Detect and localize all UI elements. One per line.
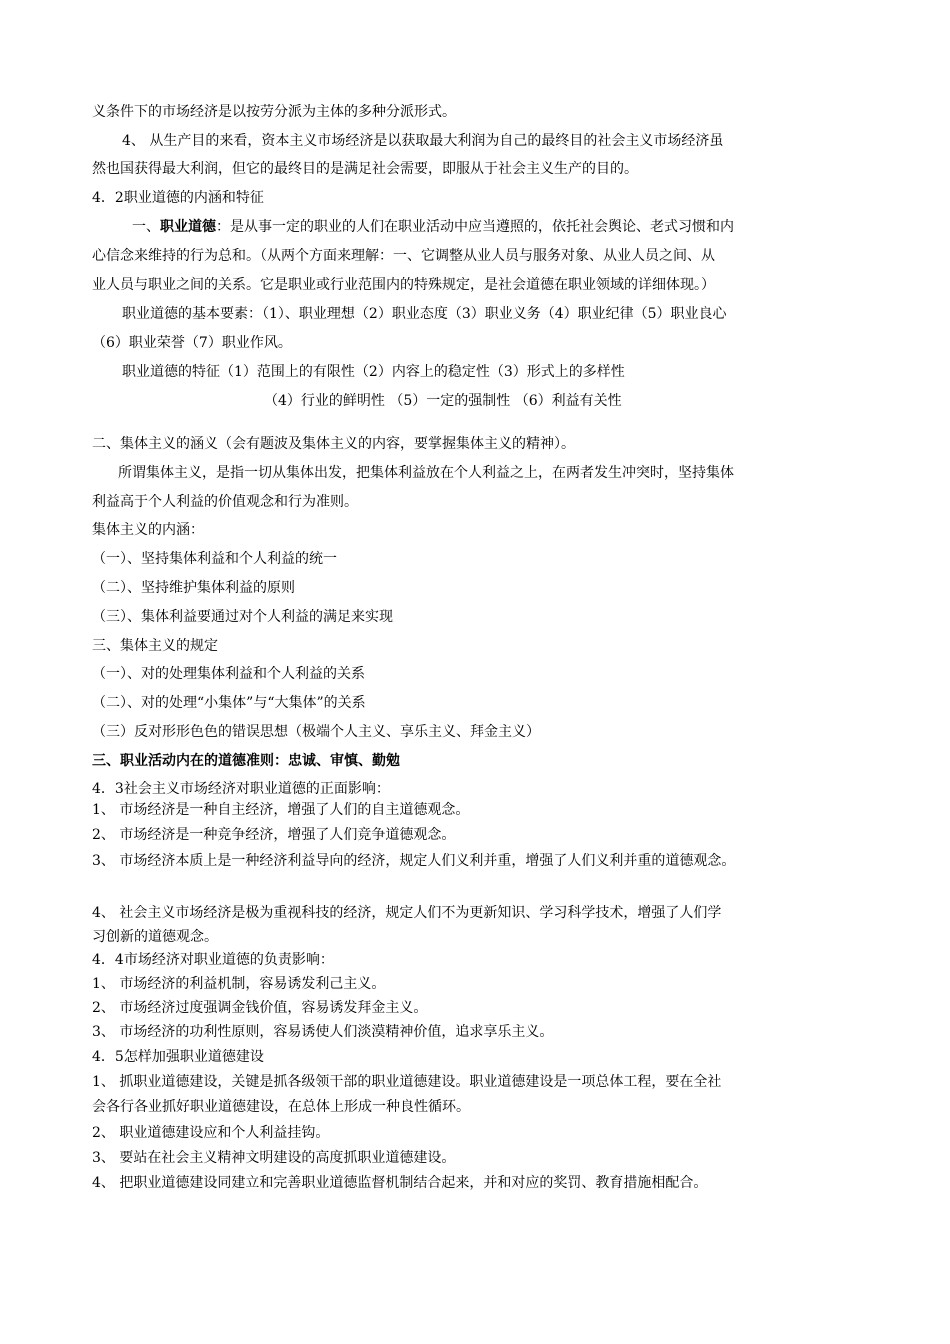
section-heading: 4．4市场经济对职业道德的负责影响： xyxy=(92,952,334,968)
list-item: （一）、坚持集体利益和个人利益的统一 xyxy=(92,551,337,567)
list-item: 2、 市场经济过度强调金钱价值，容易诱发拜金主义。 xyxy=(92,1000,428,1016)
section-heading: 二、集体主义的涵义（会有题波及集体主义的内容，要掌握集体主义的精神）。 xyxy=(92,436,575,452)
text-line: 然也国获得最大利润，但它的最终目的是满足社会需要，即服从于社会主义生产的目的。 xyxy=(92,161,638,177)
list-item: （三）、集体利益要通过对个人利益的满足来实现 xyxy=(92,609,393,625)
list-item: 1、 市场经济是一种自主经济，增强了人们的自主道德观念。 xyxy=(92,802,470,818)
text-line: 义条件下的市场经济是以按劳分派为主体的多种分派形式。 xyxy=(92,104,456,120)
list-item: 2、 市场经济是一种竞争经济，增强了人们竞争道德观念。 xyxy=(92,827,456,843)
section-heading: 4．3社会主义市场经济对职业道德的正面影响： xyxy=(92,781,390,797)
list-item: （三）反对形形色色的错误思想（极端个人主义、享乐主义、拜金主义） xyxy=(92,724,540,740)
list-item: （一）、对的处理集体利益和个人利益的关系 xyxy=(92,666,365,682)
text-line: 业人员与职业之间的关系。它是职业或行业范围内的特殊规定，是社会道德在职业领域的详细体现。） xyxy=(92,277,715,293)
list-item: 1、 抓职业道德建设，关键是抓各级领干部的职业道德建设。职业道德建设是一项总体工程，要在全社 xyxy=(92,1074,722,1090)
text-line: 心信念来维持的行为总和。（从两个方面来理解：一、它调整从业人员与服务对象、从业人员之间、从 xyxy=(92,248,715,264)
text-line: （6）职业荣誉（7）职业作风。 xyxy=(92,335,292,351)
section-heading: 4．2职业道德的内涵和特征 xyxy=(92,190,264,206)
definition-line xyxy=(132,217,734,237)
text-line: （4）行业的鲜明性 （5）一定的强制性 （6）利益有关性 xyxy=(264,393,622,409)
bold-heading: 三、职业活动内在的道德准则：忠诚、审慎、勤勉 xyxy=(92,753,400,769)
text-line: 会各行各业抓好职业道德建设，在总体上形成一种良性循环。 xyxy=(92,1099,470,1115)
text-line: 4、 从生产目的来看，资本主义市场经济是以获取最大利润为自己的最终目的社会主义市场经济虽 xyxy=(122,133,724,149)
text-line: 职业道德的基本要素：（1）、职业理想（2）职业态度（3）职业义务（4）职业纪律（5）职业良心 xyxy=(122,306,727,322)
definition-text: ：是从事一定的职业的人们在职业活动中应当遵照的，依托社会舆论、老式习惯和内 xyxy=(216,219,734,235)
definition-term: 职业道德 xyxy=(160,219,216,235)
list-item: 4、 把职业道德建设同建立和完善职业道德监督机制结合起来，并和对应的奖罚、教育措施相配合。 xyxy=(92,1175,708,1191)
section-heading: 4．5怎样加强职业道德建设 xyxy=(92,1049,264,1065)
list-item: （二）、坚持维护集体利益的原则 xyxy=(92,580,295,596)
text-line: 集体主义的内涵： xyxy=(92,522,204,538)
text-line: 习创新的道德观念。 xyxy=(92,929,218,945)
text-line: 所谓集体主义，是指一切从集体出发，把集体利益放在个人利益之上，在两者发生冲突时，坚持集体 xyxy=(118,465,734,481)
definition-prefix: 一、 xyxy=(132,219,160,235)
list-item: 3、 市场经济本质上是一种经济利益导向的经济，规定人们义利并重，增强了人们义利并重的道德观念。 xyxy=(92,853,736,869)
text-line: 职业道德的特征（1）范围上的有限性（2）内容上的稳定性（3）形式上的多样性 xyxy=(122,364,625,380)
list-item: 3、 市场经济的功利性原则，容易诱使人们淡漠精神价值，追求享乐主义。 xyxy=(92,1024,554,1040)
text-line: 利益高于个人利益的价值观念和行为准则。 xyxy=(92,494,358,510)
list-item: 4、 社会主义市场经济是极为重视科技的经济，规定人们不为更新知识、学习科学技术，增强了人们学 xyxy=(92,905,722,921)
list-item: 2、 职业道德建设应和个人利益挂钩。 xyxy=(92,1125,330,1141)
list-item: （二）、对的处理“小集体”与“大集体”的关系 xyxy=(92,695,366,711)
section-heading: 三、集体主义的规定 xyxy=(92,638,218,654)
list-item: 1、 市场经济的利益机制，容易诱发利己主义。 xyxy=(92,976,386,992)
list-item: 3、 要站在社会主义精神文明建设的高度抓职业道德建设。 xyxy=(92,1150,456,1166)
